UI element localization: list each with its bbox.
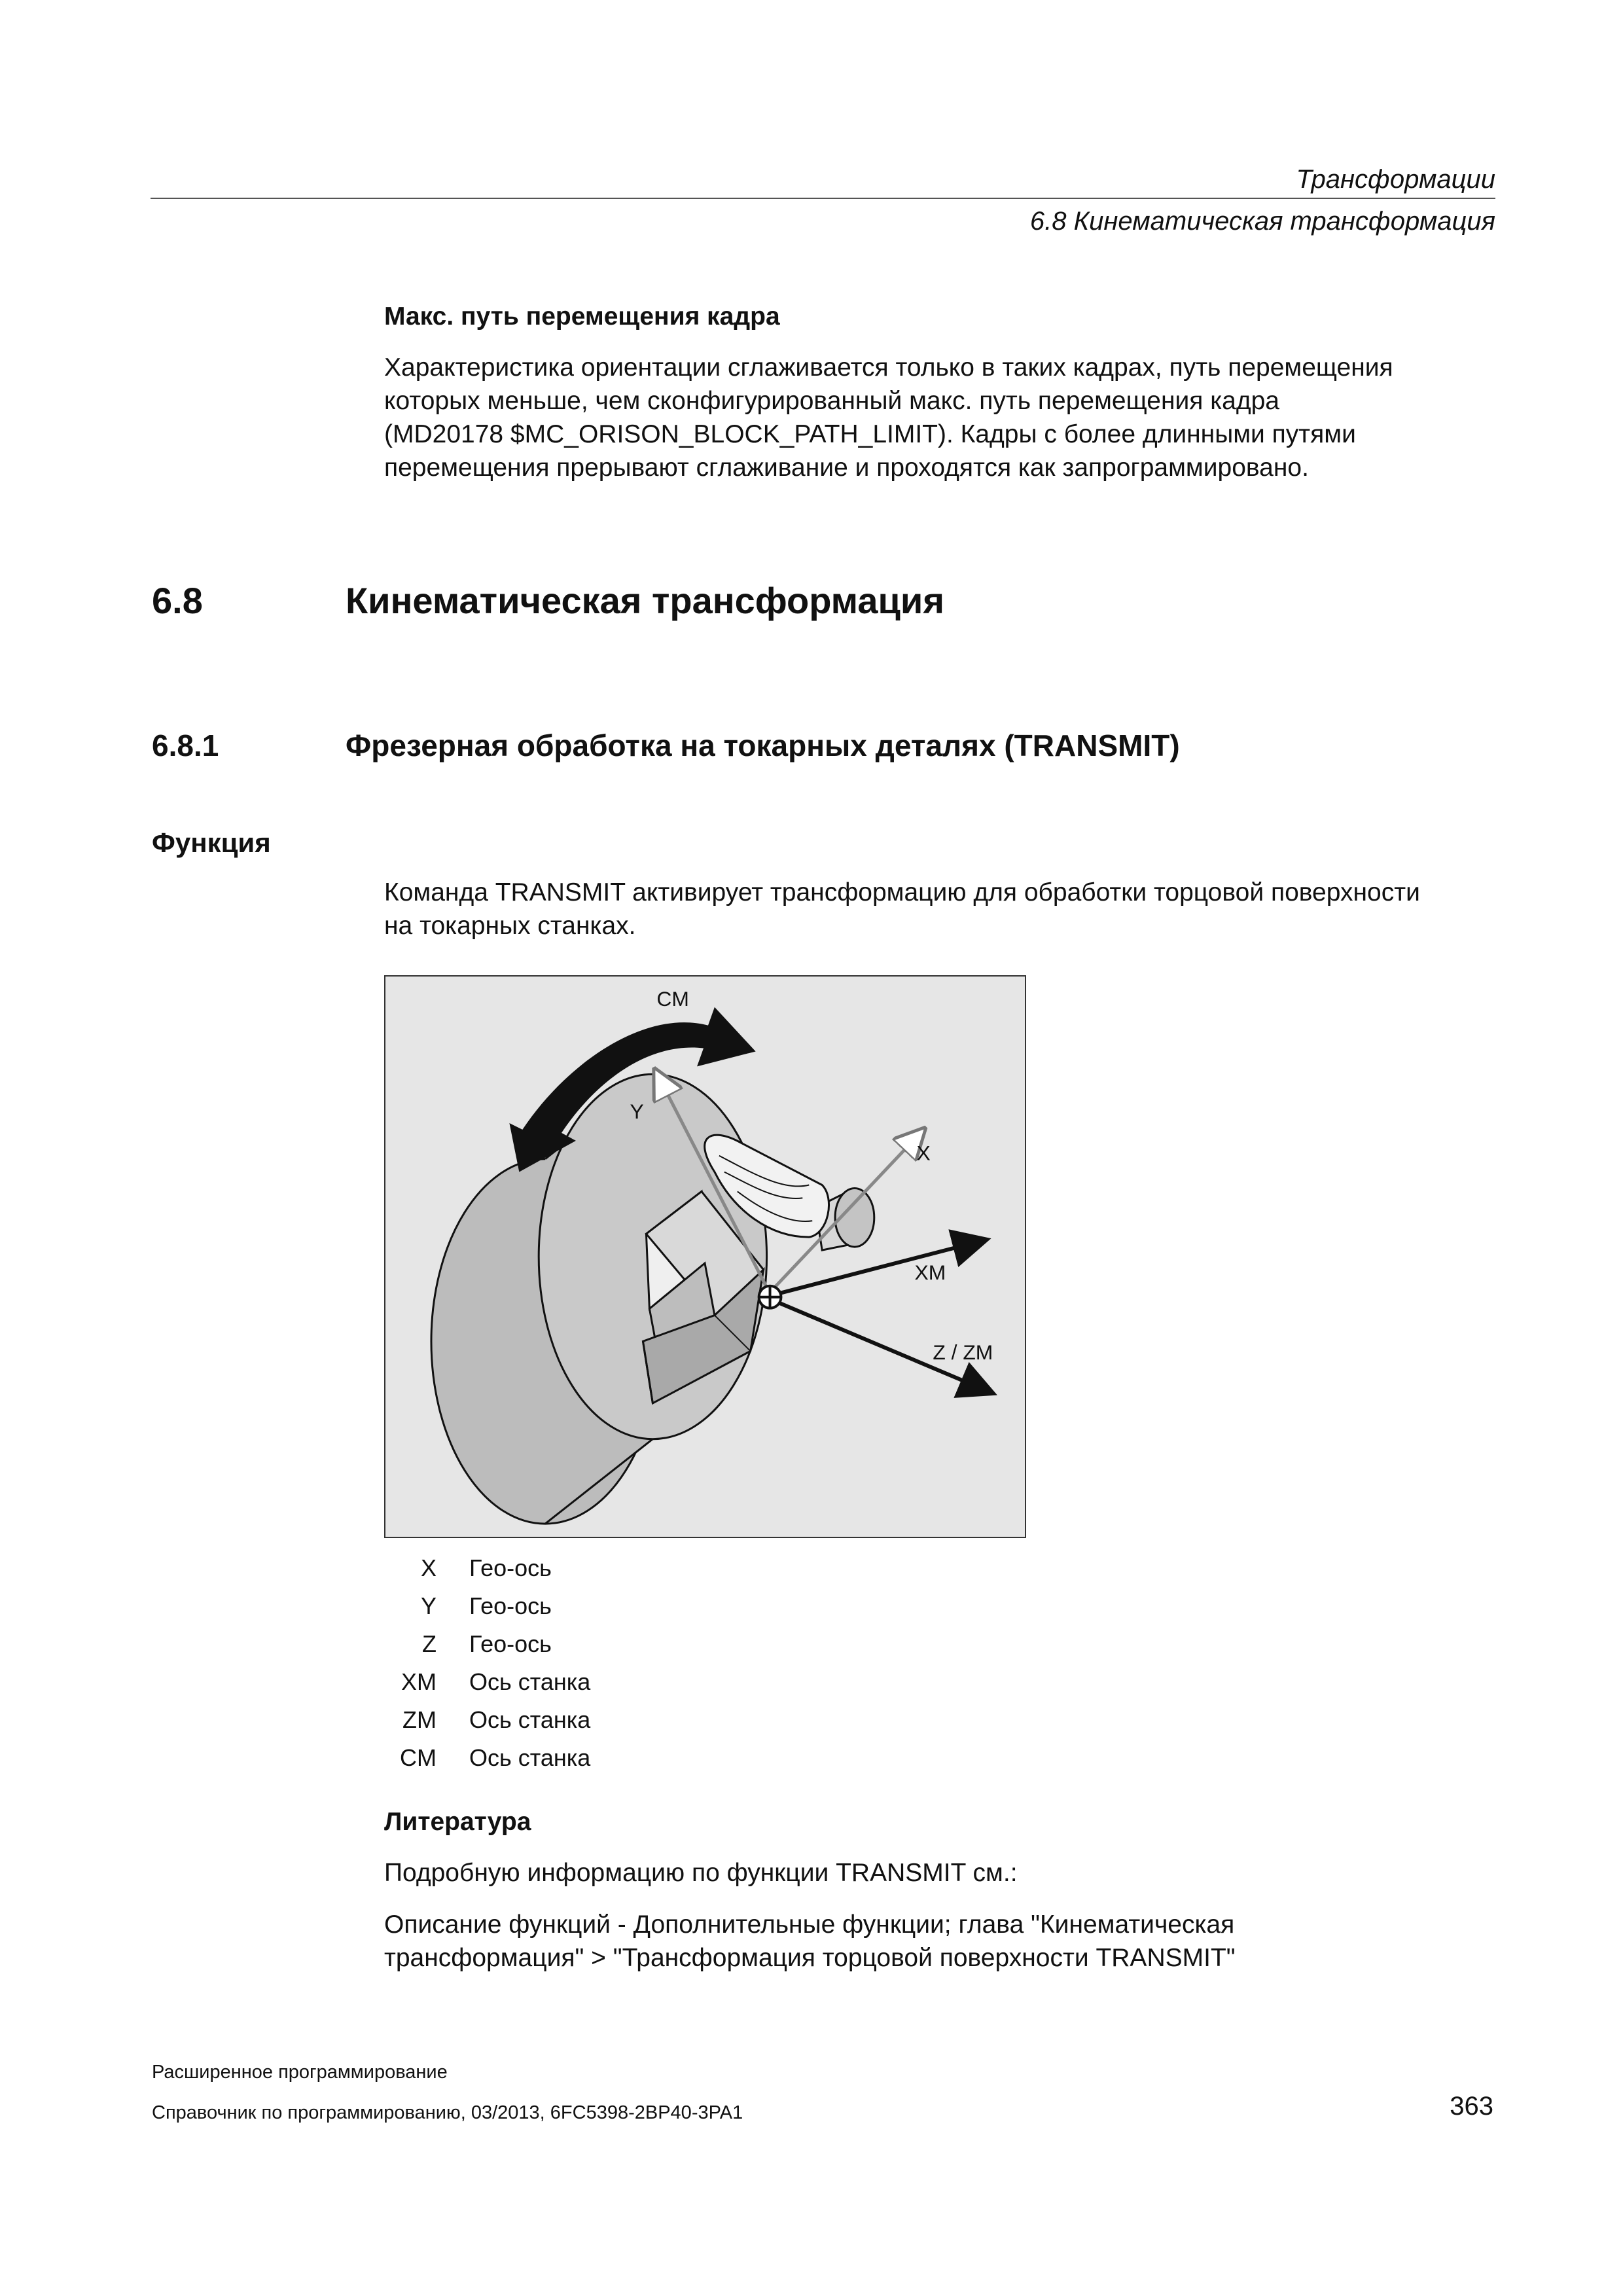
transmit-diagram: [385, 977, 1025, 1537]
legend-desc: Гео-ось: [469, 1554, 552, 1581]
block-limit-heading: Макс. путь перемещения кадра: [384, 302, 780, 331]
page-number: 363: [1450, 2092, 1493, 2121]
footer-book-title: Расширенное программирование: [152, 2062, 448, 2083]
legend-code: Z: [422, 1630, 437, 1657]
subsection-number: 6.8.1: [152, 728, 219, 762]
block-limit-paragraph: [384, 351, 1393, 484]
legend-desc: Гео-ось: [469, 1630, 552, 1657]
function-paragraph: [384, 876, 1420, 942]
header-chapter: Трансформации: [1296, 165, 1495, 194]
section-title: Кинематическая трансформация: [346, 580, 945, 621]
x-label: X: [916, 1141, 931, 1165]
literature-reference: [384, 1908, 1236, 1975]
subsection-title: Фрезерная обработка на токарных деталях (TRANSMIT): [346, 728, 1180, 762]
paragraph-line: которых меньше, чем сконфигурированный макс. путь перемещения кадра: [384, 387, 1279, 415]
legend-desc: Ось станка: [469, 1744, 591, 1771]
legend-desc: Гео-ось: [469, 1592, 552, 1619]
origin-symbol: [759, 1286, 781, 1308]
xm-label: XM: [914, 1260, 946, 1284]
footer-reference: Справочник по программированию, 03/2013, 6FC5398-2BP40-3PA1: [152, 2102, 743, 2123]
header-section: 6.8 Кинематическая трансформация: [1029, 207, 1495, 236]
legend-code: X: [420, 1554, 437, 1581]
legend-code: Y: [420, 1592, 437, 1619]
paragraph-line: (MD20178 $MC_ORISON_BLOCK_PATH_LIMIT). Кадры с более длинными путями: [384, 420, 1356, 448]
y-label: Y: [630, 1099, 644, 1123]
section-number: 6.8: [152, 580, 203, 621]
cm-label: CM: [656, 986, 689, 1011]
legend-code: CM: [400, 1744, 437, 1771]
header-rule: [151, 198, 1495, 199]
paragraph-line: на токарных станках.: [384, 912, 636, 940]
xm-axis-arrow: [770, 1240, 984, 1296]
literature-intro: Подробную информацию по функции TRANSMIT см.:: [384, 1859, 1018, 1887]
literature-heading: Литература: [384, 1808, 531, 1836]
paragraph-line: перемещения прерывают сглаживание и проходятся как запрограммировано.: [384, 454, 1309, 482]
legend-code: XM: [401, 1668, 437, 1695]
transmit-figure: [384, 975, 1026, 1538]
legend-desc: Ось станка: [469, 1668, 591, 1695]
paragraph-line: Команда TRANSMIT активирует трансформацию для обработки торцовой поверхности: [384, 878, 1420, 906]
legend-code: ZM: [402, 1706, 437, 1733]
function-heading: Функция: [152, 827, 271, 858]
paragraph-line: трансформация" > "Трансформация торцовой поверхности TRANSMIT": [384, 1944, 1236, 1972]
zzm-label: Z / ZM: [933, 1340, 993, 1365]
paragraph-line: Характеристика ориентации сглаживается только в таких кадрах, путь перемещения: [384, 353, 1393, 382]
paragraph-line: Описание функций - Дополнительные функции; глава "Кинематическая: [384, 1910, 1235, 1939]
legend-desc: Ось станка: [469, 1706, 591, 1733]
